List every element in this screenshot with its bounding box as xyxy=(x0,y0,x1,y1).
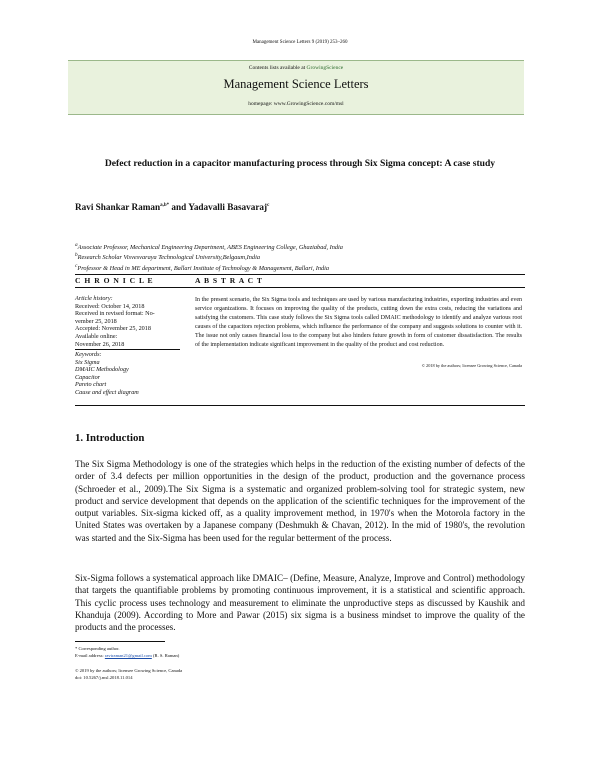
author-1: Ravi Shankar Raman xyxy=(75,202,161,212)
footnote-rule xyxy=(75,641,165,642)
affiliation-a-text: Associate Professor, Mechanical Engineering Department, ABES Engineering College, Ghaziabad, India xyxy=(77,244,343,252)
affiliation-b-text: Research Scholar Visvesvaraya Technological University,Belgaum,India xyxy=(77,254,260,262)
keyword-item: Six Sigma xyxy=(75,358,100,366)
footnote-block xyxy=(75,645,182,681)
journal-citation-line: Management Science Letters 9 (2019) 253–260 xyxy=(252,40,348,45)
section-heading-introduction: 1. Introduction xyxy=(75,432,145,444)
chronicle-heading: C H R O N I C L E xyxy=(75,276,154,285)
journal-title: Management Science Letters xyxy=(223,77,369,91)
header-top-rule xyxy=(75,274,525,275)
author-2-affiliation-mark: c xyxy=(267,202,270,208)
email-suffix: (R. S. Raman) xyxy=(151,653,180,658)
keywords-label: Keywords: xyxy=(75,351,102,358)
email-link[interactable]: raviraman21@gmail.com xyxy=(104,653,152,658)
email-label: E-mail address: xyxy=(75,653,105,658)
affiliation-a xyxy=(75,242,343,251)
author-line xyxy=(75,202,269,212)
corresponding-author-note: * Corresponding author. xyxy=(75,646,120,651)
affiliation-c xyxy=(75,263,329,272)
contents-line xyxy=(68,65,524,71)
doi-line: doi: 10.5267/j.msl.2018.11.014 xyxy=(75,675,133,680)
revised-date-line-1: Received in revised format: No- xyxy=(75,310,155,318)
abstract-text: In the present scenario, the Six Sigma tools and techniques are used by various manufacturing industries, exporting industries and even service organizations. It focuses on improving the quality of the products, cutting down the extra costs, reducing the variations and satisfying the customers. This case study follows the Six Sigma tools called DMAIC methodology to identify and analyze various root causes of the capacitors rejection problems, which influence the performance of the company and suggests solutions to counter with it. The issue not only causes financial loss to the company but also hinders future growth in form of customer dissatisfaction. The results of the implementation indicate significant improvement in the quality of the product and cost reduction. xyxy=(195,297,522,348)
growingscience-link[interactable]: GrowingScience xyxy=(306,65,344,71)
abstract-heading: A B S T R A C T xyxy=(195,276,263,285)
contents-prefix: Contents lists available at xyxy=(248,65,307,71)
keyword-item: DMAIC Methodology xyxy=(75,366,129,374)
received-date: Received: October 14, 2018 xyxy=(75,302,145,310)
affiliation-a-mark: a xyxy=(75,242,78,248)
revised-date-line-2: vember 25, 2018 xyxy=(75,317,117,325)
affiliation-c-mark: c xyxy=(75,263,78,269)
keyword-item: Capacitor xyxy=(75,373,101,381)
keyword-item: Pareto chart xyxy=(75,381,107,389)
header-bottom-rule xyxy=(75,287,525,288)
article-history-label: Article history: xyxy=(75,295,113,302)
email-line xyxy=(75,652,182,659)
author-1-affiliation-mark: a,b* xyxy=(160,202,170,208)
affiliation-b xyxy=(75,252,260,261)
chronicle-history xyxy=(75,295,155,348)
paper-title: Defect reduction in a capacitor manufacturing process through Six Sigma concept: A case study xyxy=(104,158,496,169)
online-date: November 26, 2018 xyxy=(75,340,125,348)
journal-banner xyxy=(68,60,524,115)
journal-homepage[interactable]: homepage: www.GrowingScience.com/msl xyxy=(248,101,344,107)
chronicle-divider xyxy=(75,349,180,350)
author-2: Yadavalli Basavaraj xyxy=(188,202,268,212)
accepted-date: Accepted: November 25, 2018 xyxy=(75,325,151,333)
intro-paragraph-1: The Six Sigma Methodology is one of the strategies which helps in the reduction of the existing number of defects of the order of 3.4 defects per million opportunities in the design of the product, production and the governance process (Schroeder et al., 2009).The Six Sigma is a systematic and organized problem-solving tool for strategic system, new product and service development that depends on the application of the scientific techniques for the improvement of the output variables. Six-sigma kicked off, as a quality improvement method, in 1970's when the Motorola factory in the United States was overtaken by a Japanese company (Deshmukh & Chavan, 2012). In the mid of 1980's, the revolution was started and the Six-Sigma has been used for the regular betterment of the process. xyxy=(75,459,525,543)
author-conjunction: and xyxy=(169,202,189,212)
abstract-bottom-rule xyxy=(75,405,525,406)
footnote-spacer xyxy=(75,659,182,667)
online-label: Available online: xyxy=(75,332,118,340)
copyright-line: © 2019 by the authors; licensee Growing Science, Canada xyxy=(75,668,183,673)
keywords-block xyxy=(75,351,139,397)
intro-paragraph-2: Six-Sigma follows a systematical approach like DMAIC– (Define, Measure, Analyze, Improve and Control) methodology that targets the quantifiable problems by promoting continuous improvement, it is a statistical and scientific approach. This cyclic process uses technology and measurement to eliminate the unproductive steps as discussed by Kaushik and Khanduja (2009). According to More and Pawar (2015) six sigma is a business mindset to improve the quality of the products and the processes. xyxy=(75,573,525,633)
affiliation-c-text: Professor & Head in ME department, Ballari Institute of Technology & Management, Ballari, India xyxy=(77,265,330,273)
keyword-item: Cause and effect diagram xyxy=(75,388,139,396)
abstract-license: © 2018 by the authors; licensee Growing Science, Canada xyxy=(421,363,522,368)
affiliation-b-mark: b xyxy=(75,252,78,258)
